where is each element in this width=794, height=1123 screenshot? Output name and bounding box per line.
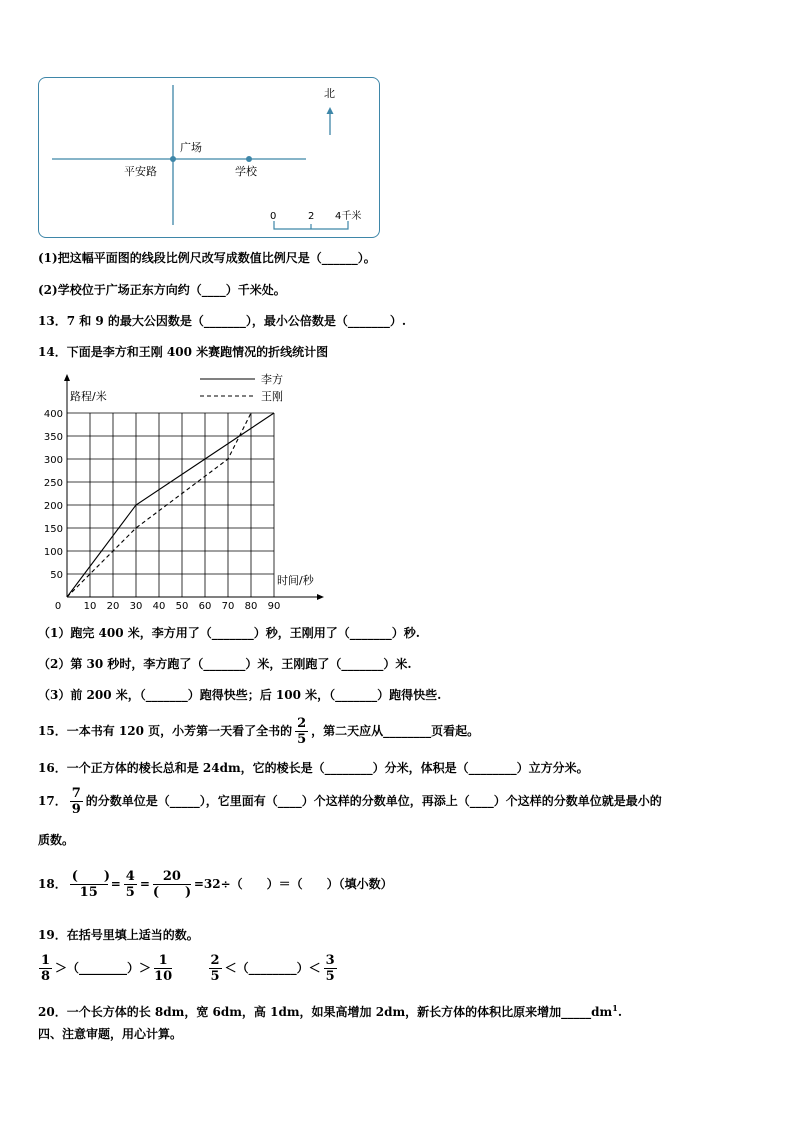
x-tick-label: 70 bbox=[221, 601, 235, 612]
y-axis-title: 路程/米 bbox=[70, 390, 107, 403]
legend-label-1: 李方 bbox=[261, 373, 283, 386]
q14-part3: （3）前 200 米，（_______）跑得快些；后 100 米，（_______）跑得快些. bbox=[38, 688, 442, 702]
y-tick-label: 300 bbox=[43, 455, 63, 466]
x-axis-arrow-icon bbox=[317, 594, 324, 600]
q17: 17． $\frac{7}{9}$ 的分数单位是（_____），它里面有（____）个这样的分数单位，再添上（____）个这样的分数单位就是最小的 bbox=[38, 786, 662, 817]
scale-tick-0: 0 bbox=[270, 211, 277, 222]
q15: 15．一本书有 120 页，小芳第一天看了全书的 $\frac{2}{5}$ ，第二天应从________页看起。 bbox=[38, 716, 480, 747]
y-tick-label: 200 bbox=[43, 501, 63, 512]
x-tick-label: 30 bbox=[129, 601, 143, 612]
scale-tick-2: 2 bbox=[308, 211, 315, 222]
q14-title: 14．下面是李方和王刚 400 米赛跑情况的折线统计图 bbox=[38, 345, 329, 359]
y-tick-label: 250 bbox=[43, 478, 63, 489]
x-tick-label: 20 bbox=[106, 601, 120, 612]
school-dot bbox=[246, 156, 252, 162]
q13: 13．7 和 9 的最大公因数是（_______），最小公倍数是（_______）. bbox=[38, 314, 407, 328]
x-tick-label: 40 bbox=[152, 601, 166, 612]
section-4-heading: 四、注意审题，用心计算。 bbox=[38, 1027, 183, 1041]
q19-inequalities: $\frac{1}{8}$ ＞（________）＞ $\frac{1}{10}$ $\frac{2}{5}$ ＜（________）＜ $\frac{3}{5}$ bbox=[41, 953, 335, 984]
y-tick-label: 150 bbox=[43, 524, 63, 535]
plaza-dot bbox=[170, 156, 176, 162]
y-tick-label: 350 bbox=[43, 432, 63, 443]
q12-part2: (2)学校位于广场正东方向约（____）千米处。 bbox=[38, 283, 286, 297]
y-axis-arrow-icon bbox=[64, 374, 70, 381]
x-tick-label: 50 bbox=[175, 601, 189, 612]
legend-label-2: 王刚 bbox=[261, 390, 283, 403]
plaza-label: 广场 bbox=[180, 141, 202, 154]
q16: 16．一个正方体的棱长总和是 24dm，它的棱长是（________）分米，体积是（________）立方分米。 bbox=[38, 761, 589, 775]
q20: 20．一个长方体的长 8dm，宽 6dm，高 1dm，如果高增加 2dm，新长方体的体积比原来增加$\_\_\_\_\_dm^1$. bbox=[38, 1003, 623, 1019]
x-tick-label: 60 bbox=[198, 601, 212, 612]
x-tick-label: 0 bbox=[54, 601, 62, 612]
q15-fraction: $\frac{2}{5}$ bbox=[297, 716, 307, 747]
race-line-chart bbox=[36, 370, 336, 615]
school-label: 学校 bbox=[235, 165, 257, 178]
q17-fraction: $\frac{7}{9}$ bbox=[71, 786, 81, 817]
y-tick-label: 50 bbox=[50, 570, 63, 581]
q12-part1: (1)把这幅平面图的线段比例尺改写成数值比例尺是（______）。 bbox=[38, 251, 376, 265]
north-label: 北 bbox=[324, 87, 335, 100]
x-axis-title: 时间/秒 bbox=[277, 574, 314, 587]
q14-part2: （2）第 30 秒时，李方跑了（_______）米，王刚跑了（_______）米. bbox=[38, 657, 412, 671]
y-tick-label: 400 bbox=[43, 409, 63, 420]
scale-tick-4: 4千米 bbox=[335, 211, 362, 222]
map-diagram bbox=[38, 77, 380, 238]
q17-cont: 质数。 bbox=[38, 833, 75, 847]
q19-title: 19．在括号里填上适当的数。 bbox=[38, 928, 199, 942]
x-tick-label: 10 bbox=[83, 601, 97, 612]
x-tick-label: 80 bbox=[244, 601, 258, 612]
road-label: 平安路 bbox=[124, 165, 157, 178]
y-tick-label: 100 bbox=[43, 547, 63, 558]
north-arrowhead-icon bbox=[327, 107, 334, 114]
q18: 18． $\frac{( )}{15}$ = $\frac{4}{5}$ = $\frac{20}{( )}$ =32÷（ ）＝（ ）（填小数） bbox=[38, 869, 393, 900]
x-tick-label: 90 bbox=[267, 601, 281, 612]
q14-part1: （1）跑完 400 米，李方用了（_______）秒，王刚用了（_______）秒. bbox=[38, 626, 420, 640]
